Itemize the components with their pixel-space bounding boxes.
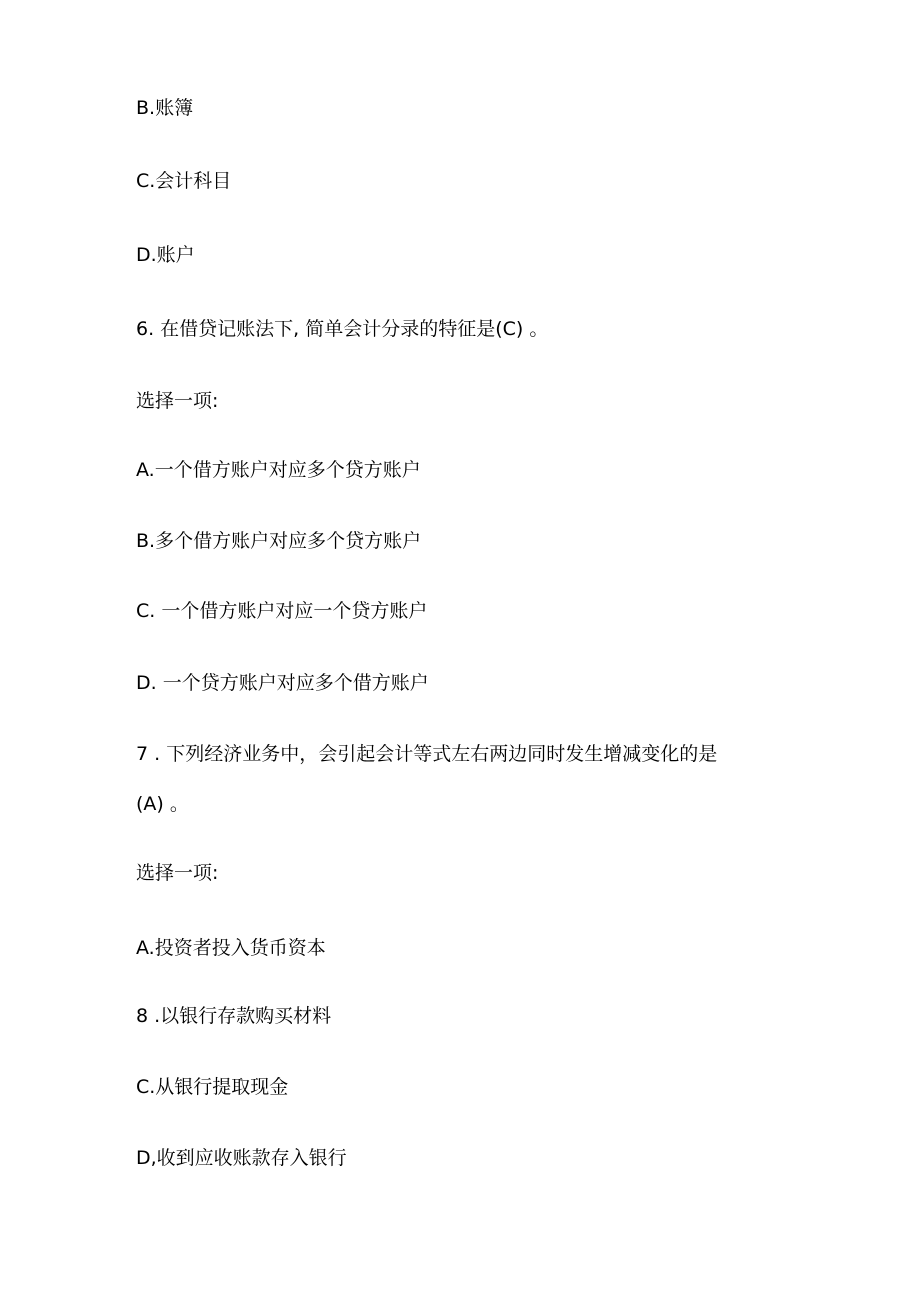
q7-option-a: A.投资者投入货币资本: [136, 937, 326, 959]
question-7: 7 . 下列经济业务中，会引起会计等式左右两边同时发生增减变化的是: [136, 743, 718, 765]
q6-option-b: B.多个借方账户对应多个贷方账户: [136, 530, 422, 552]
q6-option-c: C. 一个借方账户对应一个贷方账户: [136, 600, 428, 622]
q7-option-d: D,收到应收账款存入银行: [136, 1147, 347, 1169]
q7-option-c: C.从银行提取现金: [136, 1076, 289, 1098]
choose-one-prompt: 选择一项:: [136, 390, 219, 412]
q7-option-b: 8 .以银行存款购买材料: [136, 1005, 332, 1027]
q6-option-d: D. 一个贷方账户对应多个借方账户: [136, 672, 429, 694]
question-6: 6. 在借贷记账法下, 简单会计分录的特征是(C) 。: [136, 318, 549, 340]
option-b-ledger: B.账簿: [136, 97, 194, 119]
question-7-answer: (A) 。: [136, 793, 189, 815]
q6-option-a: A.一个借方账户对应多个贷方账户: [136, 459, 421, 481]
option-c-account-title: C.会计科目: [136, 170, 232, 192]
choose-one-prompt-2: 选择一项:: [136, 862, 219, 884]
option-d-account: D.账户: [136, 244, 195, 266]
